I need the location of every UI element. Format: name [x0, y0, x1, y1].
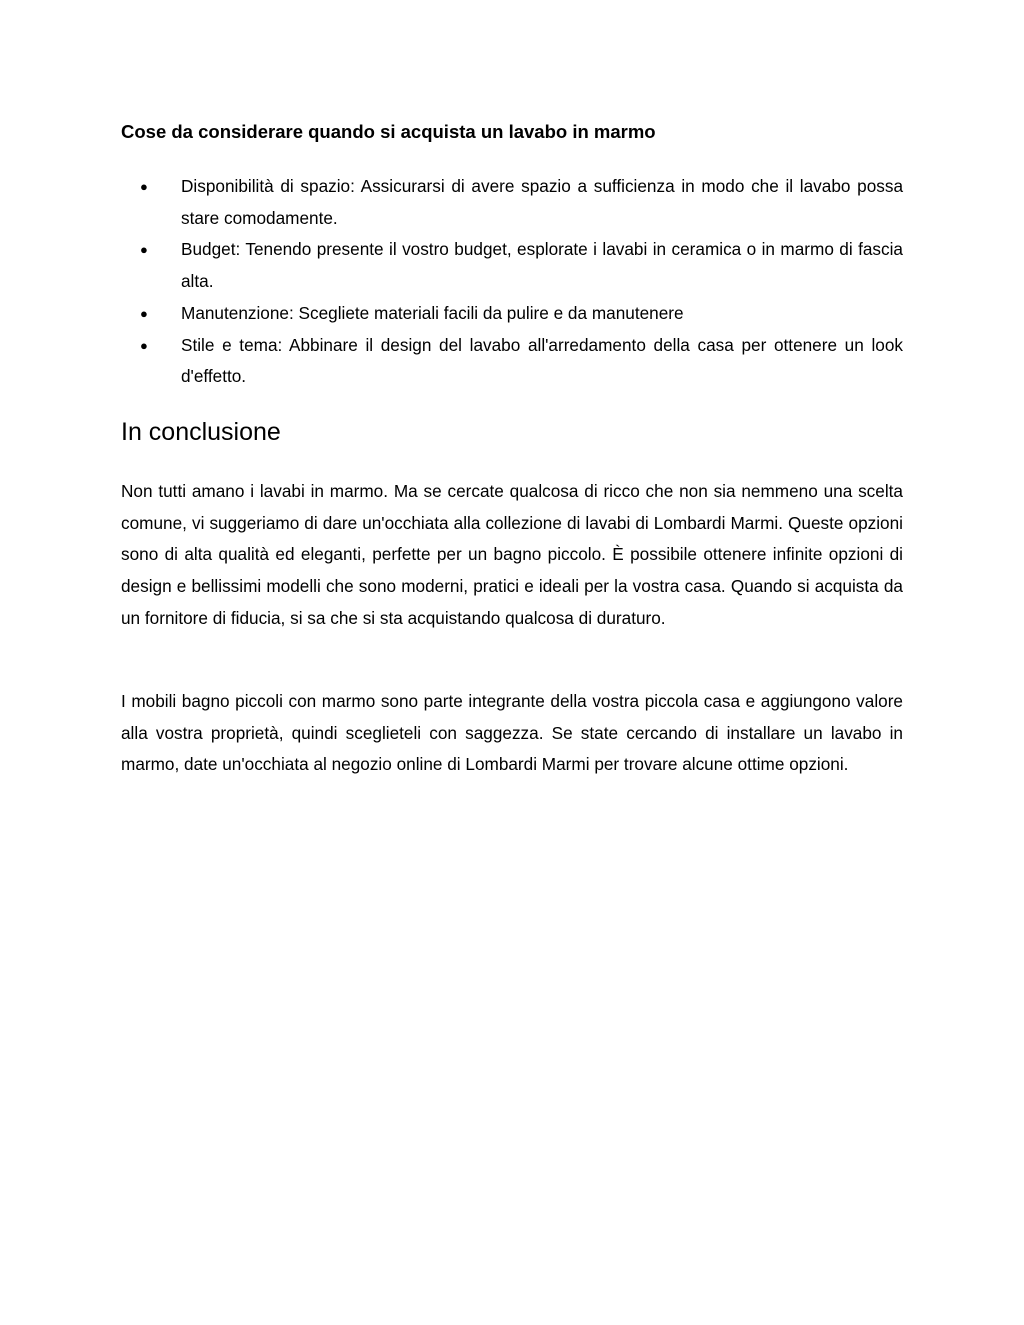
- list-item-text: Manutenzione: Scegliete materiali facili da pulire e da manutenere: [181, 302, 684, 323]
- list-item: [121, 171, 903, 234]
- section-subheading: Cose da considerare quando si acquista un lavabo in marmo: [121, 121, 656, 142]
- bullet-icon: ●: [140, 179, 148, 194]
- considerations-list: [121, 171, 903, 393]
- list-item-text: Budget: Tenendo presente il vostro budget, esplorate i lavabi in ceramica o in marmo di fascia alta.: [181, 239, 903, 292]
- list-item-text: Disponibilità di spazio: Assicurarsi di avere spazio a sufficienza in modo che il lavabo possa stare comodamente.: [181, 176, 903, 228]
- conclusion-heading: In conclusione: [121, 418, 281, 446]
- bullet-icon: ●: [140, 305, 148, 321]
- list-item: [121, 298, 903, 330]
- list-item-text: Stile e tema: Abbinare il design del lavabo all'arredamento della casa per ottenere un look d'effetto.: [181, 334, 903, 387]
- list-item: [121, 234, 903, 297]
- bullet-icon: ●: [140, 242, 148, 258]
- bullet-icon: ●: [140, 337, 148, 353]
- conclusion-paragraph: I mobili bagno piccoli con marmo sono parte integrante della vostra piccola casa e aggiungono valore alla vostra proprietà, quindi sceglieteli con saggezza. Se state cercando di installare un lavabo in marmo, date un'occhiata al negozio online di Lombardi Marmi per trovare alcune ottime opzioni.: [121, 691, 903, 775]
- conclusion-paragraph: Non tutti amano i lavabi in marmo. Ma se cercate qualcosa di ricco che non sia nemmeno una scelta comune, vi suggeriamo di dare un'occhiata alla collezione di lavabi di Lombardi Marmi. Queste opzioni sono di alta qualità ed eleganti, perfette per un bagno piccolo. È possibile ottenere infinite opzioni di design e bellissimi modelli che sono moderni, pratici e ideali per la vostra casa. Quando si acquista da un fornitore di fiducia, si sa che si sta acquistando qualcosa di duraturo.: [121, 481, 903, 628]
- list-item: [121, 330, 903, 393]
